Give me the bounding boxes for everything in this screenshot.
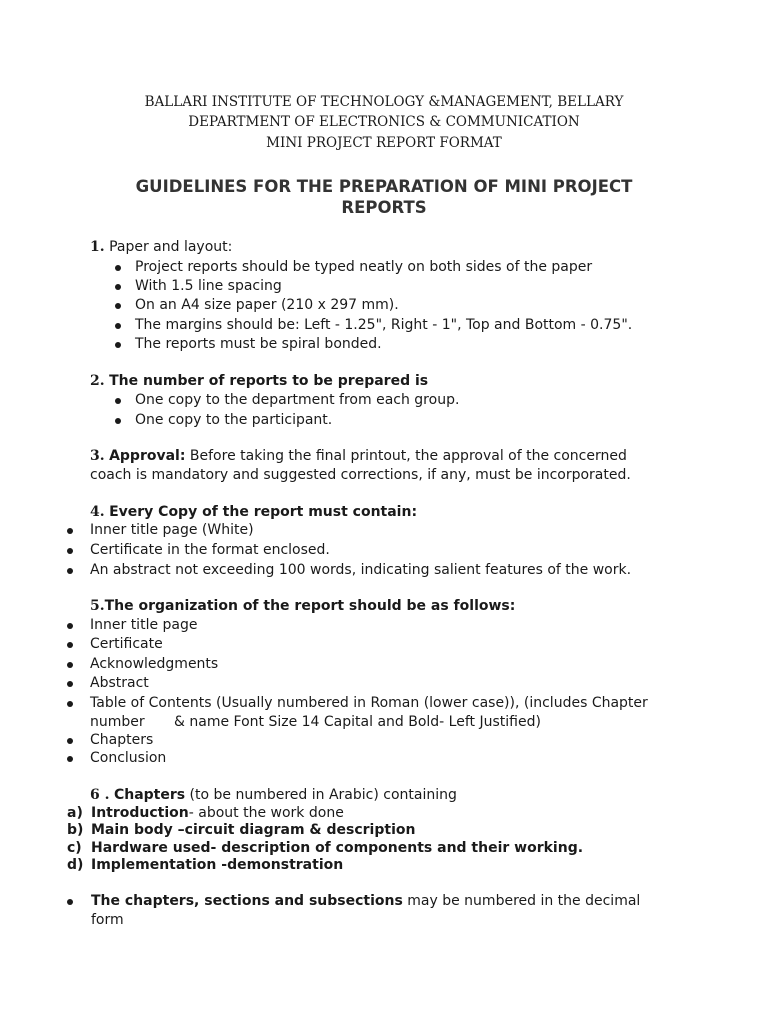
list-item-bold: Introduction — [91, 805, 189, 821]
section-title: The number of reports to be prepared is — [109, 373, 429, 389]
list-item: One copy to the participant. — [135, 412, 333, 428]
bullet-icon — [67, 548, 73, 554]
bullet-icon — [67, 623, 73, 629]
list-item: The margins should be: Left - 1.25", Right - 1", Top and Bottom - 0.75". — [135, 317, 633, 333]
closing-bold: The chapters, sections and subsections — [91, 893, 403, 909]
bullet-icon — [115, 303, 121, 309]
list-item: Project reports should be typed neatly on both sides of the paper — [135, 259, 593, 275]
section-title: Paper and layout: — [109, 239, 233, 255]
list-item-bold: Implementation -demonstration — [91, 857, 344, 873]
section-2-heading — [90, 372, 428, 391]
closing-paragraph — [91, 892, 640, 911]
list-item: An abstract not exceeding 100 words, indicating salient features of the work. — [90, 562, 632, 578]
list-label: c) — [67, 840, 82, 856]
section-6-heading — [90, 786, 457, 805]
list-label: a) — [67, 805, 83, 821]
section-title: The organization of the report should be as follows: — [104, 598, 516, 614]
bullet-icon — [67, 899, 73, 905]
section-title: Chapters — [113, 787, 186, 803]
section-number: 1. — [90, 239, 105, 255]
section-title: Approval: — [109, 448, 186, 464]
section-number: 6 . — [90, 787, 110, 803]
report-format-title: MINI PROJECT REPORT FORMAT — [266, 135, 502, 151]
list-item: Certificate in the format enclosed. — [90, 542, 330, 558]
bullet-icon — [67, 642, 73, 648]
bullet-icon — [115, 323, 121, 329]
list-item — [91, 856, 343, 875]
list-item-bold: Hardware used- description of components and their working. — [91, 840, 584, 856]
bullet-icon — [67, 528, 73, 534]
list-item: Acknowledgments — [90, 656, 219, 672]
section-number: 5. — [90, 598, 105, 614]
list-item: On an A4 size paper (210 x 297 mm). — [135, 297, 399, 313]
bullet-icon — [115, 342, 121, 348]
page-title — [100, 176, 668, 218]
section-text: Before taking the final printout, the approval of the concerned — [185, 448, 627, 464]
bullet-icon — [67, 756, 73, 762]
list-item-cont: number — [90, 714, 145, 730]
department-name: DEPARTMENT OF ELECTRONICS & COMMUNICATION — [188, 114, 580, 130]
bullet-icon — [67, 662, 73, 668]
section-title: Every Copy of the report must contain: — [109, 504, 418, 520]
list-item: Inner title page (White) — [90, 522, 254, 538]
bullet-icon — [115, 398, 121, 404]
section-4-heading — [90, 503, 417, 522]
list-item: Chapters — [90, 732, 154, 748]
section-number: 3. — [90, 448, 105, 464]
list-item: One copy to the department from each group. — [135, 392, 460, 408]
bullet-icon — [115, 284, 121, 290]
bullet-icon — [67, 681, 73, 687]
list-item: Table of Contents (Usually numbered in Roman (lower case)), (includes Chapter — [90, 695, 648, 711]
bullet-icon — [67, 568, 73, 574]
list-item: The reports must be spiral bonded. — [135, 336, 382, 352]
bullet-icon — [67, 701, 73, 707]
list-item-rest: - about the work done — [188, 805, 344, 821]
list-item — [91, 821, 415, 840]
section-text: (to be numbered in Arabic) containing — [185, 787, 457, 803]
closing-paragraph-cont: form — [91, 912, 124, 928]
section-number: 2. — [90, 373, 105, 389]
section-1-heading — [90, 238, 232, 257]
section-5-heading — [90, 597, 515, 616]
list-item-bold: Main body –circuit diagram & description — [91, 822, 416, 838]
bullet-icon — [115, 265, 121, 271]
institute-name: BALLARI INSTITUTE OF TECHNOLOGY &MANAGEMENT, BELLARY — [144, 94, 624, 110]
list-item: Conclusion — [90, 750, 167, 766]
list-item: With 1.5 line spacing — [135, 278, 282, 294]
list-label: d) — [67, 857, 84, 873]
list-label: b) — [67, 822, 84, 838]
list-item-cont: & name Font Size 14 Capital and Bold- Left Justified) — [174, 714, 541, 730]
list-item: Inner title page — [90, 617, 198, 633]
list-item: Abstract — [90, 675, 149, 691]
list-item: Certificate — [90, 636, 163, 652]
section-number: 4. — [90, 504, 105, 520]
closing-rest: may be numbered in the decimal — [402, 893, 641, 909]
page-title-line1: GUIDELINES FOR THE PREPARATION OF MINI PROJECT — [135, 177, 633, 196]
bullet-icon — [67, 738, 73, 744]
bullet-icon — [115, 418, 121, 424]
page-title-line2: REPORTS — [341, 198, 427, 217]
section-3-paragraph-cont: coach is mandatory and suggested corrections, if any, must be incorporated. — [90, 467, 631, 483]
section-3-paragraph — [90, 447, 627, 466]
